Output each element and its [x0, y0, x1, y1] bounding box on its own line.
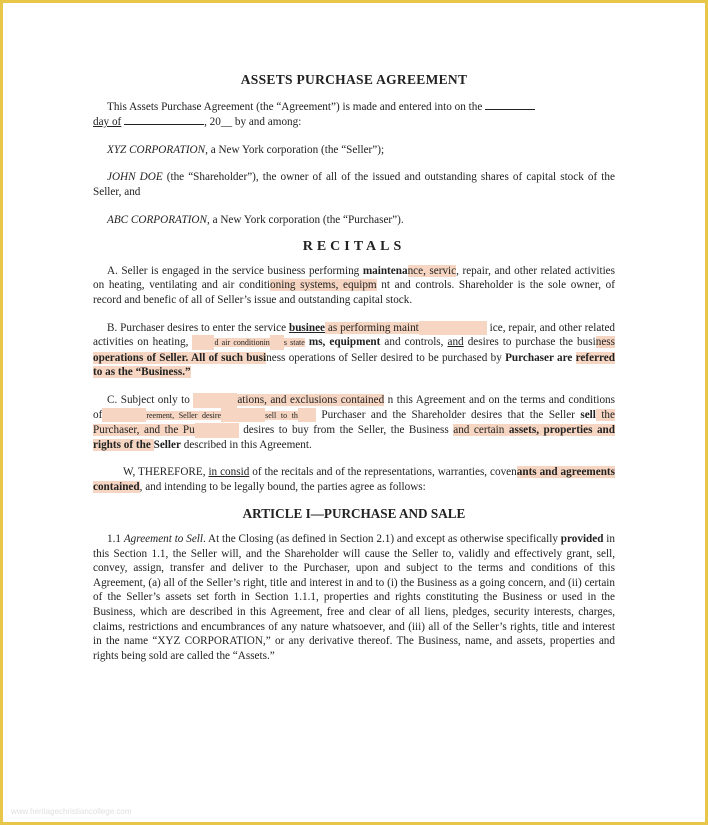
recital-a: A. Seller is engaged in the service business performing maintenance, servic, repair, and other related activities on heating, ventilating and air conditioning systems, equipm nt and controls. Shareholder is the sole owner, of record and benefic of all of Seller’s issue and outstanding capital stock. [93, 264, 615, 306]
recital-w: W, THEREFORE, in consid of the recitals and of the representations, warranties, covenants and agreements contained, and intending to be legally bound, the parties agree as follows: [93, 466, 616, 493]
recital-b: B. Purchaser desires to enter the service businee as performing maint ice, repair, and other related activities on heating, d air conditionin s state ms, equipment and controls, and desires to purchase the business operations of Seller. All of such business operations of Seller desired to be purchased by Purchaser are referred to as the “Business.” [93, 321, 615, 379]
party-purchaser: ABC CORPORATION, a New York corporation (the “Purchaser”). [107, 213, 404, 226]
intro-paragraph: This Assets Purchase Agreement (the “Agreement”) is made and entered into on the day of , 20__ by and among: [93, 99, 615, 130]
date-blank [485, 99, 535, 110]
recital-c: C. Subject only to ations, and exclusions contained n this Agreement and on the terms and conditions of reement, Seller desire sell to th Purchaser and the Shareholder desires that the Seller sell the Purchaser, and the Pu desires to buy from the Seller, the Business and certain assets, properties and rights of the Seller described in this Agreement. [93, 393, 615, 451]
day-blank [124, 114, 204, 125]
watermark: www.heritagechristiancollege.com [11, 807, 132, 816]
document-title: ASSETS PURCHASE AGREEMENT [240, 72, 468, 87]
section-1-1: 1.1 Agreement to Sell. At the Closing (as defined in Section 2.1) and except as otherwise specifically provided in this Section 1.1, the Seller will, and the Shareholder will cause the Seller to, validly and effectively grant, sell, convey, assign, transfer and deliver to the Purchaser, upon and subject to the terms and conditions of this Agreement, (a) all of the Seller’s right, title and interest in and to (i) the Business as a going concern, and (ii) certain of the Seller’s assets set forth in Section 1.1.1, properties and rights constituting the Business or used in the Business, which are described in this Agreement, free and clear of all liens, pledges, security interests, charges, claims, restrictions and encumbrances of any nature whatsoever, and (iii) all of the Seller’s rights, title and interest in the name “XYZ CORPORATION,” or any derivative thereof. The Business, name, and assets, properties and rights being sold are called the “Assets.” [93, 533, 616, 662]
party-seller: XYZ CORPORATION, a New York corporation (the “Seller”); [107, 143, 385, 156]
recitals-heading: RECITALS [302, 239, 406, 255]
article-heading: ARTICLE I—PURCHASE AND SALE [242, 506, 466, 522]
document-page [93, 73, 615, 676]
party-shareholder: JOHN DOE (the “Shareholder”), the owner of all of the issued and outstanding shares of capital stock of the Seller, and [93, 171, 615, 198]
